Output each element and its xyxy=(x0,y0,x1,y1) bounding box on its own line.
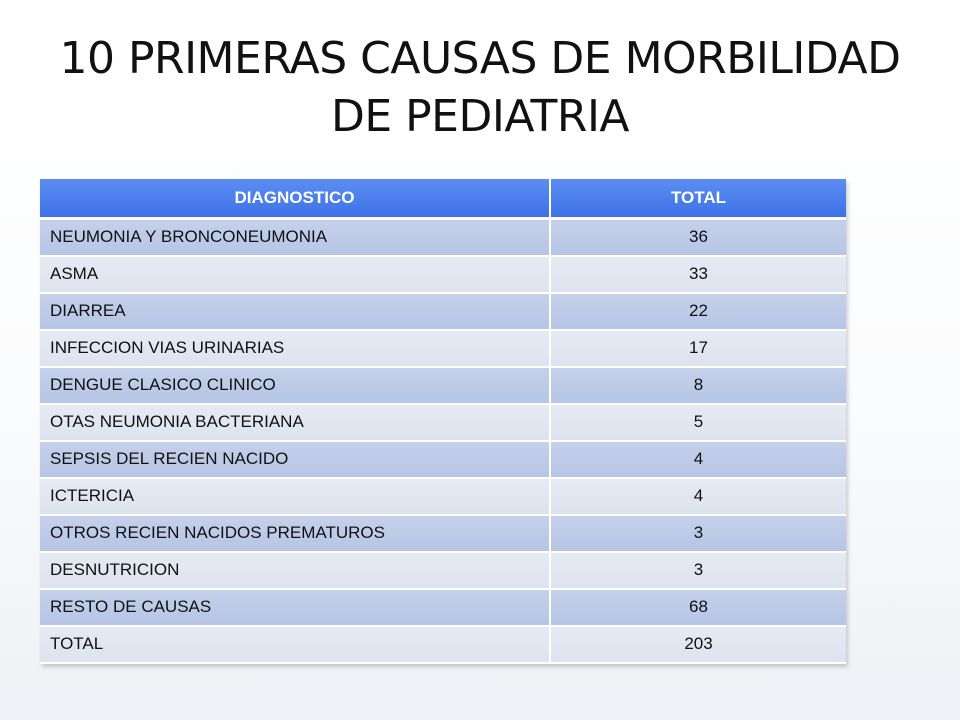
table-row xyxy=(40,441,846,478)
diagnostico-cell: OTROS RECIEN NACIDOS PREMATUROS xyxy=(40,515,550,552)
table-row xyxy=(40,552,846,589)
total-cell: 22 xyxy=(550,293,846,330)
total-cell: 33 xyxy=(550,256,846,293)
table-row xyxy=(40,330,846,367)
table-row xyxy=(40,404,846,441)
table-row xyxy=(40,589,846,626)
slide-title-line-1: 10 PRIMERAS CAUSAS DE MORBILIDAD xyxy=(59,33,901,84)
table-row xyxy=(40,293,846,330)
diagnostico-cell: DENGUE CLASICO CLINICO xyxy=(40,367,550,404)
slide-title-line-2: DE PEDIATRIA xyxy=(330,91,630,142)
total-cell: 17 xyxy=(550,330,846,367)
morbidity-table xyxy=(40,179,846,664)
total-cell: 68 xyxy=(550,589,846,626)
total-cell: 4 xyxy=(550,441,846,478)
table-row xyxy=(40,219,846,256)
header-diagnostico: DIAGNOSTICO xyxy=(40,179,550,219)
total-cell: 3 xyxy=(550,515,846,552)
total-label-cell: TOTAL xyxy=(40,626,550,663)
diagnostico-cell: ASMA xyxy=(40,256,550,293)
total-cell: 8 xyxy=(550,367,846,404)
total-cell: 36 xyxy=(550,219,846,256)
diagnostico-cell: OTAS NEUMONIA BACTERIANA xyxy=(40,404,550,441)
diagnostico-cell: INFECCION VIAS URINARIAS xyxy=(40,330,550,367)
table-row xyxy=(40,256,846,293)
diagnostico-cell: RESTO DE CAUSAS xyxy=(40,589,550,626)
table-header-row xyxy=(40,179,846,219)
table-row xyxy=(40,478,846,515)
table-row xyxy=(40,367,846,404)
diagnostico-cell: DESNUTRICION xyxy=(40,552,550,589)
total-cell: 5 xyxy=(550,404,846,441)
diagnostico-cell: DIARREA xyxy=(40,293,550,330)
total-cell: 3 xyxy=(550,552,846,589)
header-total: TOTAL xyxy=(550,179,846,219)
total-cell: 4 xyxy=(550,478,846,515)
slide-title xyxy=(40,30,920,146)
table-total-row xyxy=(40,626,846,663)
diagnostico-cell: NEUMONIA Y BRONCONEUMONIA xyxy=(40,219,550,256)
diagnostico-cell: ICTERICIA xyxy=(40,478,550,515)
table-row xyxy=(40,515,846,552)
diagnostico-cell: SEPSIS DEL RECIEN NACIDO xyxy=(40,441,550,478)
grand-total-cell: 203 xyxy=(550,626,846,663)
